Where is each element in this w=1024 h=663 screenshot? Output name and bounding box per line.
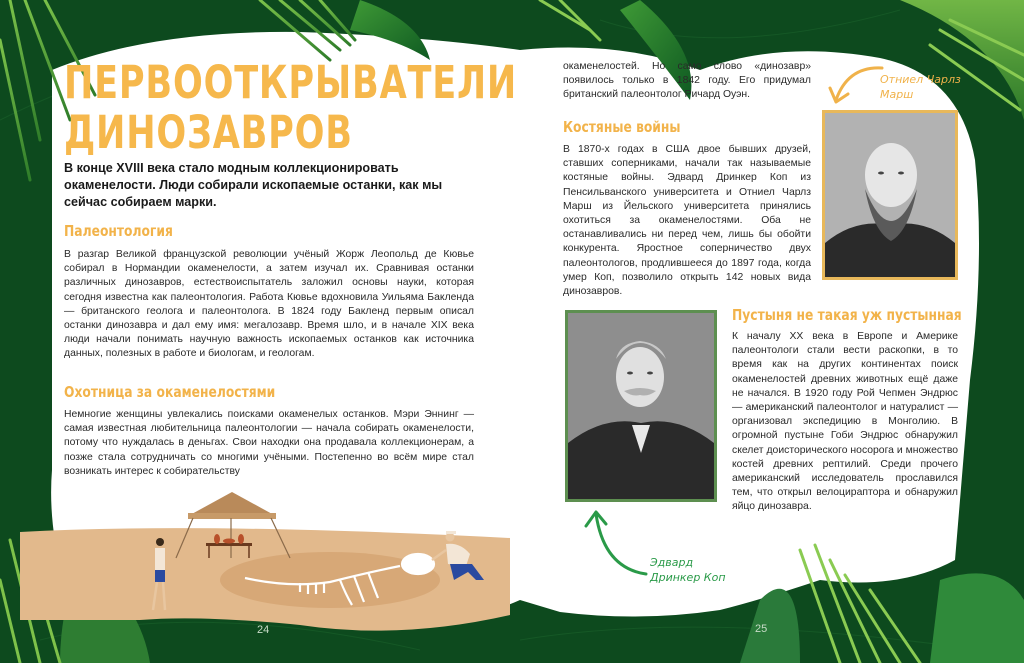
caption-marsh-line-1: Отниел Чарлз (880, 73, 961, 86)
section-heading-paleontology: Палеонтология (64, 222, 173, 240)
section-heading-desert: Пустыня не такая уж пустынная (732, 306, 962, 324)
caption-marsh-line-2: Марш (880, 88, 914, 101)
portrait-cope (565, 310, 717, 502)
title-line-1: ПЕРВООТКРЫВАТЕЛИ (64, 56, 518, 109)
section-heading-fossil-hunter: Охотница за окаменелостями (64, 383, 276, 401)
arrow-orange-icon (826, 62, 886, 110)
section-text-desert: К началу XX века в Европе и Америке палеонтологи стали вести раскопки, в то время как на других континентах поиск окаменелостей древних животных ещё даже не начался. В 1920 году Рой Чепмен Эндрюс — американский палеонтолог и натуралист — организовал экспедицию в Монголию. В огромной пустыне Гоби Эндрюс обнаружил скелет доисторического носорога и множество костей древних рептилий. Среди прочего американский исследователь прославился тем, что открыл велоцираптора и обнаружил яйцо динозавра. (732, 331, 958, 513)
continuation-text: окаменелостей. Но само слово «динозавр» появилось только в 1842 году. Его придумал британский палеонтолог Ричард Оуэн. (563, 61, 811, 101)
section-heading-bone-wars: Костяные войны (563, 118, 681, 136)
page-number-left: 24 (257, 624, 270, 636)
page-title (64, 58, 517, 158)
section-text-fossil-hunter: Немногие женщины увлекались поисками окаменелых останков. Мэри Эннинг — самая известная любительница палеонтологии — начала собирать окаменелости, потому что нуждалась в деньгах. Свои находки она продавала коллекционерам, а позже стала сотрудничать со многими учёными. Постепенно во всём мире стал возникать интерес к собирательству (64, 409, 474, 477)
lead-paragraph: В конце XVIII века стало модным коллекционировать окаменелости. Люди собирали ископаемые останки, как мы сейчас собираем марки. (64, 161, 443, 209)
portrait-marsh (822, 110, 958, 280)
page-number-right: 25 (755, 623, 768, 635)
title-line-2: ДИНОЗАВРОВ (64, 106, 353, 159)
caption-cope (650, 555, 726, 585)
excavation-illustration (0, 480, 520, 663)
caption-cope-line-2: Дринкер Коп (650, 571, 726, 584)
section-text-bone-wars: В 1870-х годах в США двое бывших друзей, ставших соперниками, начали так называемые костяные войны. Эдвард Дринкер Коп из Пенсильванского университета и Отниел Чарлз Марш из Йельского университета принялись охотиться за окаменелостями. Оба не останавливались ни перед чем, лишь бы обойти конкурента. Яростное соперничество двух палеонтологов, продлившееся до 1897 года, когда умер Коп, позволило открыть 142 новых вида динозавров. (563, 144, 811, 298)
caption-cope-line-1: Эдвард (650, 556, 694, 569)
caption-marsh (880, 72, 961, 102)
arrow-green-icon (580, 508, 650, 580)
section-text-paleontology: В разгар Великой французской революции учёный Жорж Леопольд де Кювье собирал в Нормандии окаменелости, а затем изучал их. Сравнивая останки различных динозавров, естествоиспытатель заложил основы науки, которая сегодня известна как палеонтология. Работа Кювье вдохновила Уильяма Бакленда — британского геолога и палеонтолога. В 1824 году Бакленд первым описал останки динозавра и дал ему имя: мегалозавр. Время шло, и в начале XIX века люди начали понимать научную важность ископаемых останков как источника данных, полезных в работе и биологам, и геологам. (64, 249, 474, 360)
